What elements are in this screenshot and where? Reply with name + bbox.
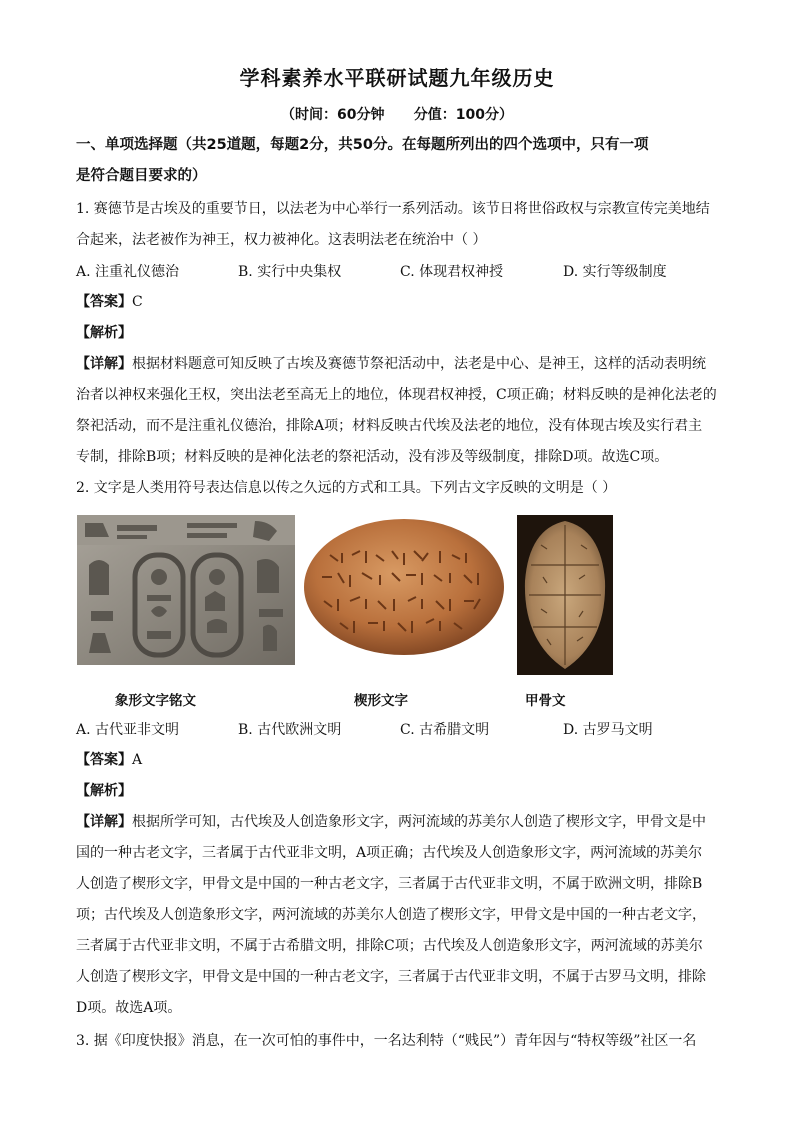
q2-detail-line6: 人创造了楔形文字，甲骨文是中国的一种古老文字，三者属于古代亚非文明，不属于古罗马文明，排除 — [76, 969, 706, 985]
q1-option-a: A. 注重礼仪德治 — [76, 264, 180, 280]
detail-text: 根据所学可知，古代埃及人创造象形文字，两河流域的苏美尔人创造了楔形文字，甲骨文是中 — [132, 814, 706, 830]
detail-tag: 【详解】 — [76, 356, 132, 372]
q2-analysis-tag — [76, 781, 724, 801]
q2-detail-line5: 三者属于古代亚非文明，不属于古希腊文明，排除C项；古代埃及人创造象形文字，两河流域的苏美尔 — [76, 938, 703, 954]
q2-detail-line3: 人创造了楔形文字，甲骨文是中国的一种古老文字，三者属于古代亚非文明，不属于欧洲文明，排除B — [76, 876, 703, 892]
q2-detail-line1 — [76, 812, 724, 832]
analysis-tag: 【解析】 — [76, 783, 132, 799]
cuneiform-tablet-image — [300, 515, 508, 665]
hieroglyph-image — [77, 515, 295, 665]
q1-detail-line2: 治者以神权来强化王权，突出法老至高无上的地位，体现君权神授，C项正确；材料反映的是神化法老的 — [76, 387, 717, 403]
q1-option-b: B. 实行中央集权 — [238, 264, 342, 280]
q1-option-c: C. 体现君权神授 — [400, 264, 504, 280]
q1-stem-line2: 合起来，法老被作为神王，权力被神化。这表明法老在统治中（ ） — [76, 232, 487, 248]
answer-value: C — [132, 294, 143, 310]
q2-option-c: C. 古希腊文明 — [400, 722, 490, 738]
section-heading-line2: 是符合题目要求的） — [76, 168, 207, 184]
q2-option-a: A. 古代亚非文明 — [76, 722, 180, 738]
caption-cuneiform: 楔形文字 — [354, 693, 408, 709]
page-subtitle: （时间：60分钟 分值：100分） — [281, 107, 513, 123]
q3-stem-line1: 3. 据《印度快报》消息，在一次可怕的事件中，一名达利特（“贱民”）青年因与“特权等级”社区一名 — [76, 1033, 697, 1049]
q2-stem-line1: 2. 文字是人类用符号表达信息以传之久远的方式和工具。下列古文字反映的文明是（ ） — [76, 480, 617, 496]
q1-detail-line1 — [76, 354, 724, 374]
q1-detail-line4: 专制，排除B项；材料反映的是神化法老的祭祀活动，没有涉及等级制度，排除D项。故选C项。 — [76, 449, 669, 465]
q2-detail-line4: 项；古代埃及人创造象形文字，两河流域的苏美尔人创造了楔形文字，甲骨文是中国的一种古老文字， — [76, 907, 706, 923]
q1-stem-line1: 1. 赛德节是古埃及的重要节日，以法老为中心举行一系列活动。该节日将世俗政权与宗教宣传完美地结 — [76, 201, 710, 217]
q1-analysis-tag — [76, 323, 724, 343]
section-heading-line1: 一、单项选择题（共25道题，每题2分，共50分。在每题所列出的四个选项中，只有一项 — [76, 137, 649, 153]
q2-detail-line2: 国的一种古老文字，三者属于古代亚非文明，A项正确；古代埃及人创造象形文字，两河流域的苏美尔 — [76, 845, 703, 861]
q1-answer — [76, 292, 724, 312]
answer-tag: 【答案】 — [76, 752, 132, 768]
analysis-tag: 【解析】 — [76, 325, 132, 341]
q2-answer — [76, 750, 724, 770]
q2-detail-line7: D项。故选A项。 — [76, 1000, 182, 1016]
detail-text: 根据材料题意可知反映了古埃及赛德节祭祀活动中，法老是中心、是神王，这样的活动表明统 — [132, 356, 706, 372]
answer-value: A — [132, 752, 143, 768]
q1-detail-line3: 祭祀活动，而不是注重礼仪德治，排除A项；材料反映古代埃及法老的地位，没有体现古埃及实行君主 — [76, 418, 703, 434]
page-title: 学科素养水平联研试题九年级历史 — [239, 66, 555, 90]
q2-option-d: D. 古罗马文明 — [563, 722, 653, 738]
answer-tag: 【答案】 — [76, 294, 132, 310]
detail-tag: 【详解】 — [76, 814, 132, 830]
q2-option-b: B. 古代欧洲文明 — [238, 722, 342, 738]
q1-option-d: D. 实行等级制度 — [563, 264, 667, 280]
oracle-bone-image — [517, 515, 613, 675]
caption-oracle-bone: 甲骨文 — [525, 693, 566, 709]
caption-hieroglyph: 象形文字铭文 — [115, 693, 196, 709]
